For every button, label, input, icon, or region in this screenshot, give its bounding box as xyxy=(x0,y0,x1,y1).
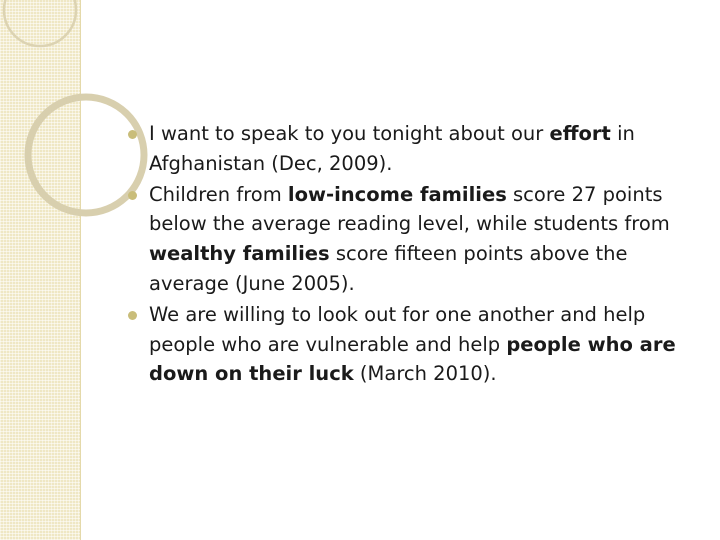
bullet-item-effort xyxy=(128,119,688,179)
deco-ring-large xyxy=(4,0,76,46)
bullet-text: We are willing to look out for one another and help people who are vulnerable and help people who are down on their luck (March 2010). xyxy=(149,302,676,386)
bullet-item-families xyxy=(128,180,688,299)
bullet-item-luck xyxy=(128,300,688,389)
bullet-dot-icon xyxy=(128,311,137,320)
bullet-text: I want to speak to you tonight about our effort in Afghanistan (Dec, 2009). xyxy=(149,122,635,175)
bullet-text: Children from low-income families score 27 points below the average reading level, while students from wealthy families score fifteen points above the average (June 2005). xyxy=(149,182,670,295)
bullet-dot-icon xyxy=(128,130,137,139)
bullet-list xyxy=(128,119,688,390)
deco-ring-medium xyxy=(28,97,144,213)
bullet-dot-icon xyxy=(128,191,137,200)
